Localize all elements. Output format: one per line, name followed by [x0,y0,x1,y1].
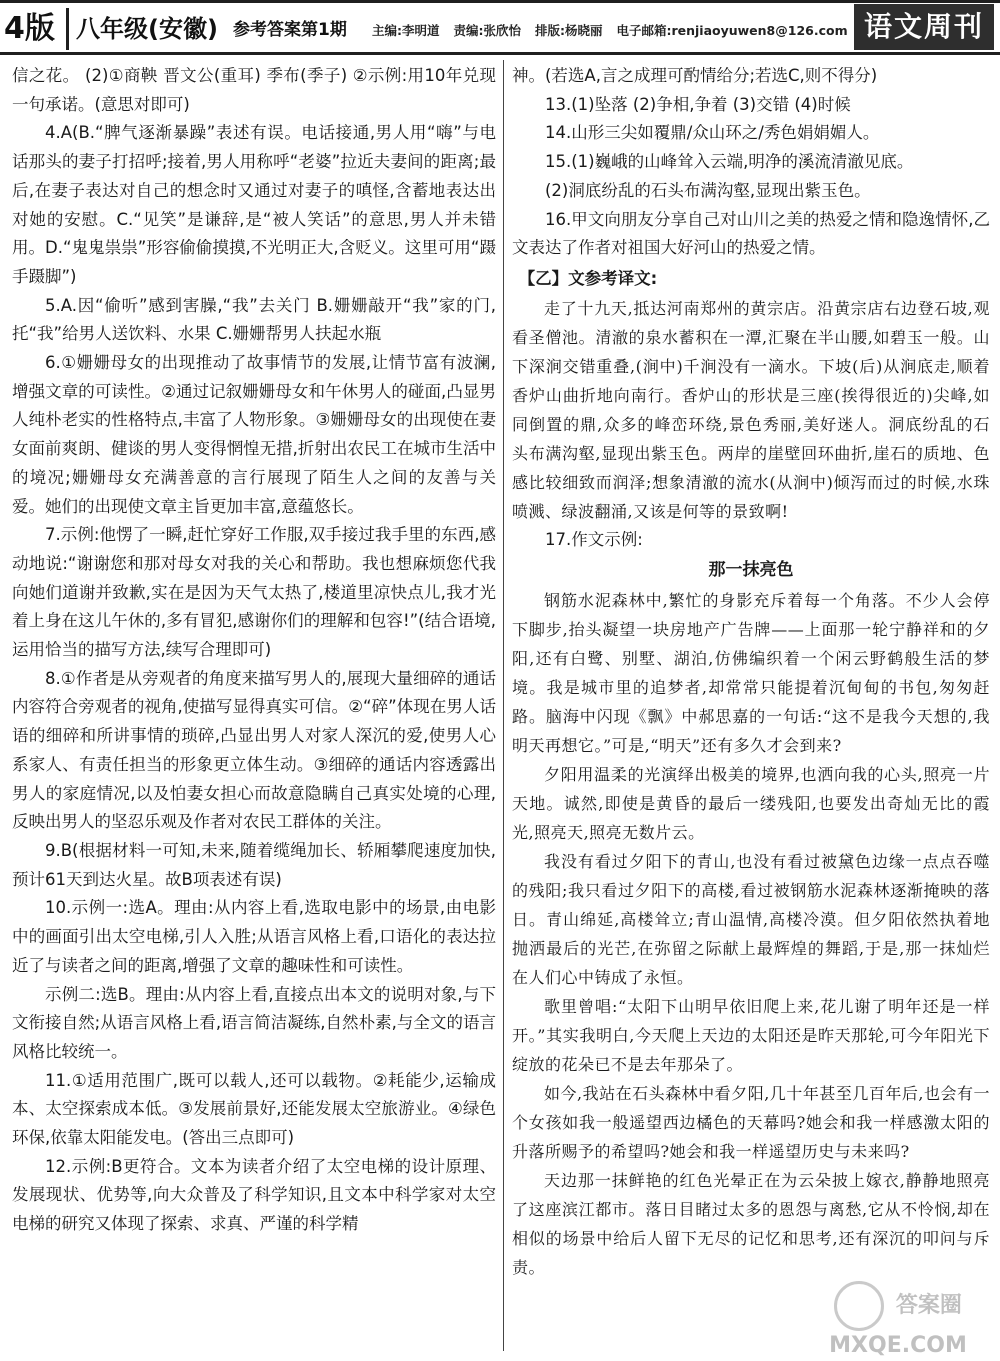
essay-paragraph: 钢筋水泥森林中,繁忙的身影充斥着每一个角落。不少人会停下脚步,抬头凝望一块房地产广告牌——上面那一轮宁静祥和的夕阳,还有白鹭、别墅、湖泊,仿佛编织着一个闲云野鹤般生活的梦境。我是城市里的追梦者,却常常只能提着沉甸甸的书包,匆匆赶路。脑海中闪现《飘》中郝思嘉的一句话:“这不是我今天想的,我明天再想它。”可是,“明天”还有多久才会到来? [512,591,990,756]
layout-editor: 排版:杨晓丽 [534,23,603,38]
chief-editor: 主编:李明道 [372,23,440,38]
translation-text: 走了十九天,抵达河南郑州的黄宗店。沿黄宗店右边登石坡,观看圣僧池。清澈的泉水蓄积在一潭,汇聚在半山腰,如碧玉一般。山下深涧交错重叠,(涧中)千涧没有一滴水。下坡(后)从涧底走,顺着香炉山曲折地向南行。香炉山的形状是三座(挨得很近的)尖峰,如同倒置的鼎,众多的峰峦环绕,景色秀丽,美好迷人。洞底纷乱的石头布满沟壑,显现出紫玉色。两岸的崖壁回环曲折,崖石的质地、色感比较细致而润泽;想象清澈的流水(从涧中)倾泻而过的时候,水珠喷溅、绿波翻涌,又该是何等的景致啊! [512,298,990,521]
answer-paragraph: 15.(1)巍峨的山峰耸入云端,明净的溪流清澈见底。 [545,152,914,172]
answer-paragraph: 16.甲文向朋友分享自己对山川之美的热爱之情和隐逸情怀,乙文表达了作者对祖国大好河山的热爱之情。 [512,209,990,258]
answer-paragraph: 信之花。 (2)①商鞅 晋文公(重耳) 季布(季子) ②示例:用10年兑现一句承诺。(意思对即可) [12,66,496,114]
answer-paragraph: (2)洞底纷乱的石头布满沟壑,显现出紫玉色。 [545,180,871,200]
watermark-logo-icon [834,1281,884,1331]
grade-label: 八年级(安徽) [76,15,218,43]
essay-label: 17.作文示例: [545,529,643,549]
responsible-editor: 责编:张欣怡 [453,23,521,38]
masthead-logo: 语文周刊 [854,4,994,50]
essay-title: 那一抹亮色 [708,560,794,581]
answer-paragraph: 13.(1)坠落 (2)争相,争着 (3)交错 (4)时候 [545,94,851,114]
answer-paragraph: 4.A(B.“脾气逐渐暴躁”表述有误。电话接通,男人用“嗨”与电话那头的妻子打招呼;接着,男人用称呼“老婆”拉近夫妻间的距离;最后,在妻子表达对自己的想念时又通过对妻子的嗔怪,含蓄地表达出对她的安慰。C.“见笑”是谦辞,是“被人笑话”的意思,男人并未错用。D.“鬼鬼祟祟”形容偷偷摸摸,不光明正大,含贬义。这里可用“蹑手蹑脚”) [12,123,496,286]
left-column [12,62,496,1347]
essay-paragraph: 天边那一抹鲜艳的红色光晕正在为云朵披上嫁衣,静静地照亮了这座滨江都市。落日目睹过太多的恩怨与离愁,它从不怜悯,却在相似的场景中给后人留下无尽的记忆和思考,还有深沉的叩问与斥责。 [512,1171,990,1278]
answer-paragraph: 14.山形三尖如覆鼎/众山环之/秀色娟娟媚人。 [545,123,880,143]
essay-paragraph: 我没有看过夕阳下的青山,也没有看过被黛色边缘一点点吞噬的残阳;我只看过夕阳下的高楼,看过被钢筋水泥森林逐渐掩映的落日。青山绵延,高楼耸立;青山温情,高楼冷漠。但夕阳依然执着地抛洒最后的光芒,在弥留之际献上最辉煌的舞蹈,于是,那一抹灿烂在人们心中铸成了永恒。 [512,852,990,988]
answer-paragraph: 11.①适用范围广,既可以载人,还可以载物。②耗能少,运输成本、太空探索成本低。③发展前景好,还能发展太空旅游业。④绿色环保,依靠太阳能发电。(答出三点即可) [12,1070,496,1148]
watermark-text: 答案圈 MXQE.COM [829,1293,967,1358]
answer-paragraph: 神。(若选A,言之成理可酌情给分;若选C,则不得分) [512,66,878,85]
translation-heading: 【乙】文参考译文: [518,268,658,288]
credits-line [372,20,858,42]
right-column [512,62,990,1347]
answer-paragraph: 8.①作者是从旁观者的角度来描写男人的,展现大量细碎的通话内容符合旁观者的视角,使描写显得真实可信。②“碎”体现在男人话语的细碎和所讲事情的琐碎,凸显出男人对家人深沉的爱,使男人心系家人、有责任担当的形象更立体生动。③细碎的通话内容透露出男人的家庭情况,以及怕妻女担心而故意隐瞒自己真实处境的心理,反映出男人的坚忍乐观及作者对农民工群体的关注。 [12,668,496,832]
answer-paragraph: 10.示例一:选A。理由:从内容上看,选取电影中的场景,由电影中的画面引出太空电梯,引人入胜;从语言风格上看,口语化的表达拉近了与读者之间的距离,增强了文章的趣味性和可读性。 [12,898,496,975]
watermark [808,1281,988,1358]
answer-paragraph: 7.示例:他愣了一瞬,赶忙穿好工作服,双手接过我手里的东西,感动地说:“谢谢您和那对母女对我的关心和帮助。我也想麻烦您代我向她们道谢并致歉,实在是因为天气太热了,楼道里凉快点儿,我才光着上身在这儿午休的,多有冒犯,感谢你们的理解和包容!”(结合语境,运用恰当的描写方法,续写合理即可) [12,525,496,660]
essay-paragraph: 歌里曾唱:“太阳下山明早依旧爬上来,花儿谢了明年还是一样开。”其实我明白,今天爬上天边的太阳还是昨天那轮,可今年阳光下绽放的花朵已不是去年那朵了。 [512,997,990,1075]
page-header [0,0,1000,58]
answer-paragraph: 5.A.因“偷听”感到害臊,“我”去关门 B.姗姗敲开“我”家的门,托“我”给男人送饮料、水果 C.姗姗帮男人扶起水瓶 [12,295,496,344]
answer-paragraph: 6.①姗姗母女的出现推动了故事情节的发展,让情节富有波澜,增强文章的可读性。②通过记叙姗姗母女和午休男人的碰面,凸显男人纯朴老实的性格特点,丰富了人物形象。③姗姗母女的出现使在妻女面前爽朗、健谈的男人变得惘惶无措,折射出农民工在城市生活中的境况;姗姗母女充满善意的言行展现了陌生人之间的友善与关爱。她们的出现使文章主旨更加丰富,意蕴悠长。 [12,353,496,516]
essay-paragraph: 如今,我站在石头森林中看夕阳,几十年甚至几百年后,也会有一个女孩如我一般遥望西边橘色的天幕吗?她会和我一样感激太阳的升落所赐予的希望吗?她会和我一样遥望历史与未来吗? [512,1084,990,1162]
header-bottom-rule [0,52,1000,55]
contact-email: 电子邮箱:renjiaoyuwen8@126.com [616,23,848,38]
answer-paragraph: 9.B(根据材料一可知,未来,随着缆绳加长、轿厢攀爬速度加快,预计61天到达火星。故B项表述有误) [12,840,496,889]
answer-paragraph: 示例二:选B。理由:从内容上看,直接点出本文的说明对象,与下文衔接自然;从语言风格上看,语言简洁凝练,自然朴素,与全文的语言风格比较统一。 [12,984,496,1061]
header-top-rule [0,0,1000,3]
column-divider [503,60,504,1351]
issue-label: 参考答案第1期 [233,20,347,40]
edition-label: 4版 [4,11,55,46]
answer-paragraph: 12.示例:B更符合。文本为读者介绍了太空电梯的设计原理、发展现状、优势等,向大众普及了科学知识,且文本中科学家对太空电梯的研究又体现了探索、求真、严谨的科学精 [12,1156,496,1234]
header-separator [66,8,69,50]
essay-paragraph: 夕阳用温柔的光演绎出极美的境界,也洒向我的心头,照亮一片天地。诚然,即使是黄昏的最后一缕残阳,也要发出奇灿无比的霞光,照亮天,照亮无数片云。 [512,765,990,843]
